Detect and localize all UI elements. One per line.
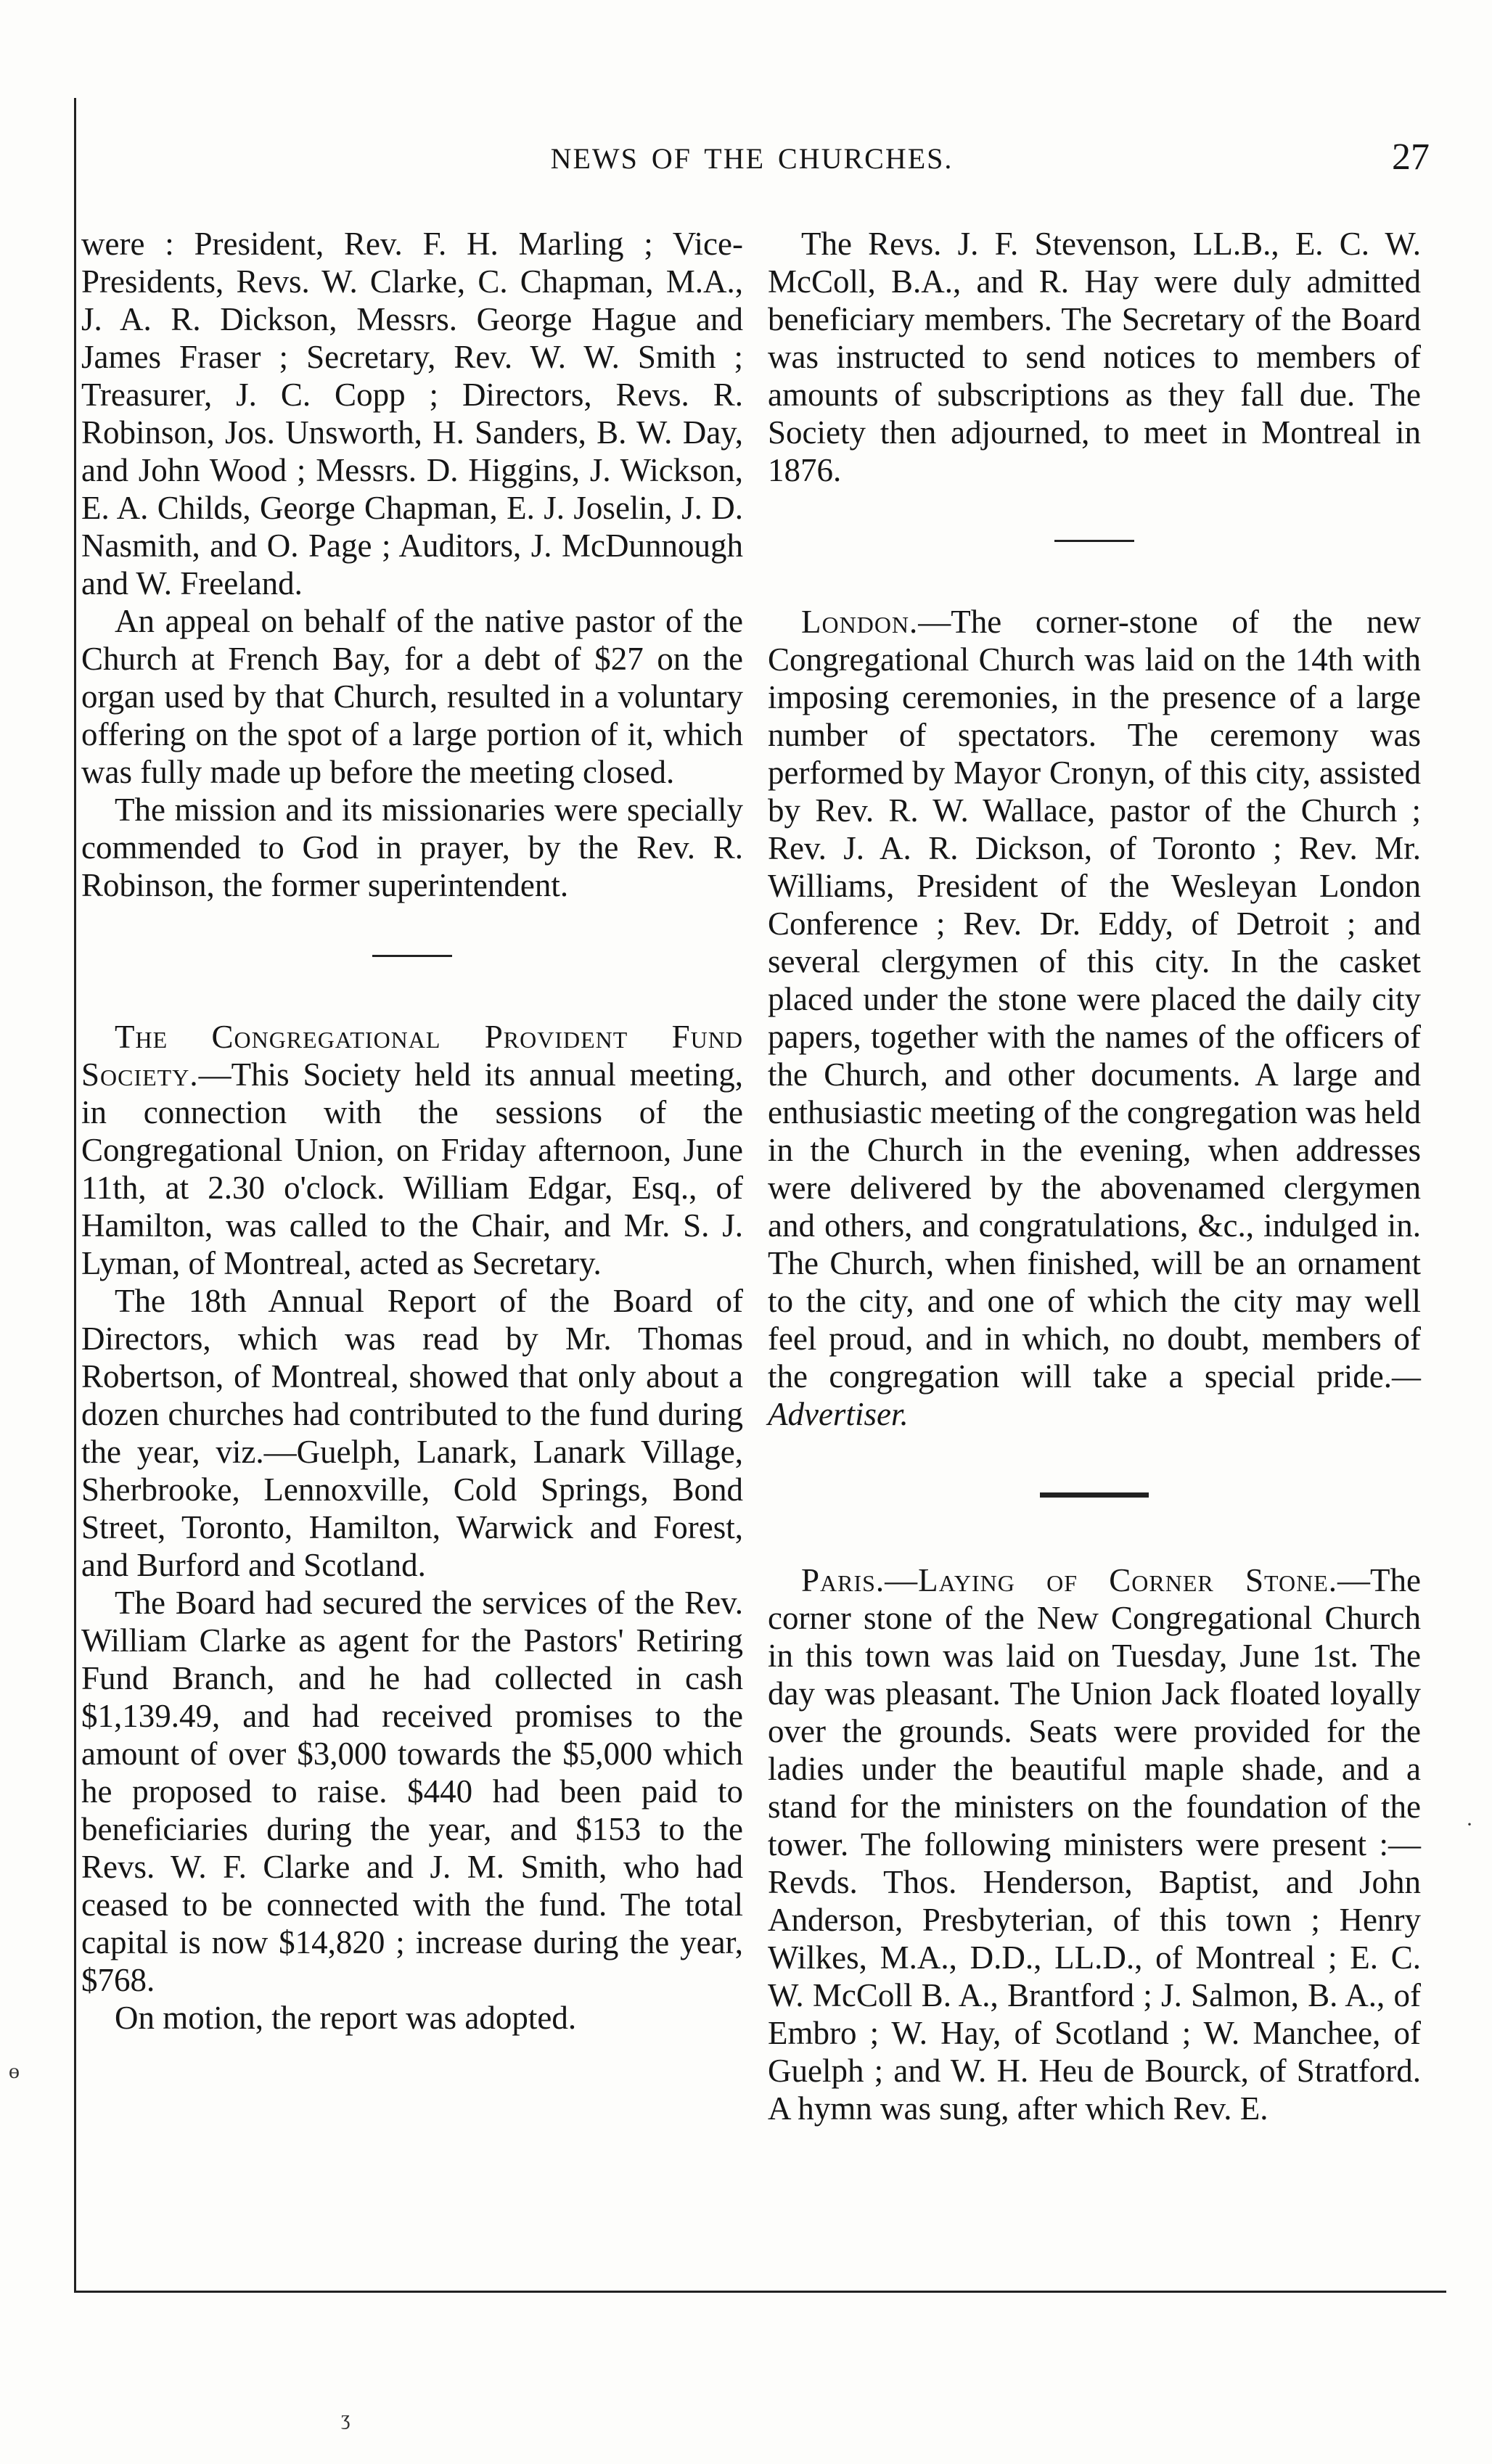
section-heading-london: London. bbox=[801, 604, 919, 640]
right-column bbox=[768, 225, 1421, 2127]
london-text: —The corner-stone of the new Congregational Church was laid on the 14th with imposing ceremonies, in the presence of a large number of spectators. The ceremony was performed by Mayor Cronyn, of this city, assisted by Rev. R. W. Wallace, pastor of the Church ; Rev. J. A. R. Dickson, of Toronto ; Rev. Mr. Williams, President of the Wesleyan London Conference ; Rev. Dr. Eddy, of Detroit ; and several clergymen of this city. In the casket placed under the stone were placed the daily city papers, together with the names of the officers of the Church, and other documents. A large and enthusiastic meeting of the congregation was held in the Church in the evening, when addresses were delivered by the abovenamed clergymen and others, and congratulations, &c., indulged in. The Church, when finished, will be an ornament to the city, and one of which the city may well feel proud, and in which, no doubt, members of the congregation will take a special pride. bbox=[768, 604, 1421, 1395]
london-source: —Advertiser. bbox=[768, 1358, 1421, 1432]
page-number: 27 bbox=[1392, 136, 1430, 178]
left-paragraph-annual-report: The 18th Annual Report of the Board of Directors, which was read by Mr. Thomas Robertson, of Montreal, showed that only about a dozen churches had contributed to the fund during the year, viz.—Guelph, Lanark, Lanark Village, Sherbrooke, Lennoxville, Cold Springs, Bond Street, Toronto, Hamilton, Warwick and Forest, and Burford and Scotland. bbox=[81, 1283, 743, 1583]
left-paragraph-board-services: The Board had secured the services of the Rev. William Clarke as agent for the Pastors' Retiring Fund Branch, and he had collected in cash $1,139.49, and had received promises to the amount of over $3,000 towards the $5,000 which he proposed to raise. $440 had been paid to beneficiaries during the year, and $153 to the Revs. W. F. Clarke and J. M. Smith, who had ceased to be connected with the fund. The total capital is now $14,820 ; increase during the year, $768. bbox=[81, 1585, 743, 1998]
section-divider bbox=[1054, 540, 1134, 542]
section-divider-thick bbox=[1040, 1492, 1149, 1498]
left-paragraph-mission: The mission and its missionaries were specially commended to God in prayer, by the Rev. R. Robinson, the former superintendent. bbox=[81, 792, 743, 903]
left-paragraph-appeal: An appeal on behalf of the native pastor of the Church at French Bay, for a debt of $27 on the organ used by that Church, resulted in a voluntary offering on the spot of a large portion of it, which was fully made up before the meeting closed. bbox=[81, 603, 743, 790]
section-divider bbox=[372, 955, 452, 957]
provident-fund-text: —This Society held its annual meeting, in connection with the sessions of the Congregational Union, on Friday afternoon, June 11th, at 2.30 o'clock. William Edgar, Esq., of Hamilton, was called to the Chair, and Mr. S. J. Lyman, of Montreal, acted as Secretary. bbox=[81, 1056, 743, 1281]
left-column bbox=[81, 225, 743, 2037]
page-header bbox=[74, 136, 1430, 192]
section-heading-paris: Paris.—Laying of Corner Stone. bbox=[801, 1562, 1338, 1598]
right-paragraph-beneficiaries: The Revs. J. F. Stevenson, LL.B., E. C. W. McColl, B.A., and R. Hay were duly admitted beneficiary members. The Secretary of the Board was instructed to send notices to members of amounts of subscriptions as they fall due. The Society then adjourned, to meet in Montreal in 1876. bbox=[768, 226, 1421, 488]
margin-mark-left: ɵ bbox=[9, 2059, 20, 2083]
section-heading-provident-fund: The Congregational Provident Fund Society. bbox=[81, 1019, 743, 1093]
right-paragraph-london bbox=[768, 603, 1421, 1433]
paris-text: —The corner stone of the New Congregational Church in this town was laid on Tuesday, June 1st. The day was pleasant. The Union Jack floated loyally over the grounds. Seats were provided for the ladies under the beautiful maple shade, and a stand for the ministers on the foundation of the tower. The following ministers were present :—Revds. Thos. Henderson, Baptist, and John Anderson, Presbyterian, of this town ; Henry Wilkes, M.A., D.D., LL.D., of Montreal ; E. C. W. McColl B. A., Brantford ; J. Salmon, B. A., of Embro ; W. Hay, of Scotland ; W. Manchee, of Guelph ; and W. H. Heu de Bourck, of Stratford. A hymn was sung, after which Rev. E. bbox=[768, 1562, 1421, 2127]
left-paragraph-provident-fund bbox=[81, 1018, 743, 1282]
bottom-mark: ʒ bbox=[341, 2407, 351, 2430]
margin-mark-right: · bbox=[1466, 1812, 1473, 1836]
left-paragraph-officers: were : President, Rev. F. H. Marling ; Vice-Presidents, Revs. W. Clarke, C. Chapman, M.A., J. A. R. Dickson, Messrs. George Hague and James Fraser ; Secretary, Rev. W. W. Smith ; Treasurer, J. C. Copp ; Directors, Revs. R. Robinson, Jos. Unsworth, H. Sanders, B. W. Day, and John Wood ; Messrs. D. Higgins, J. Wickson, E. A. Childs, George Chapman, E. J. Joselin, J. D. Nasmith, and O. Page ; Auditors, J. McDunnough and W. Freeland. bbox=[81, 226, 743, 601]
left-paragraph-motion: On motion, the report was adopted. bbox=[115, 2000, 577, 2036]
running-title: NEWS OF THE CHURCHES. bbox=[550, 142, 954, 175]
right-paragraph-paris bbox=[768, 1561, 1421, 2127]
